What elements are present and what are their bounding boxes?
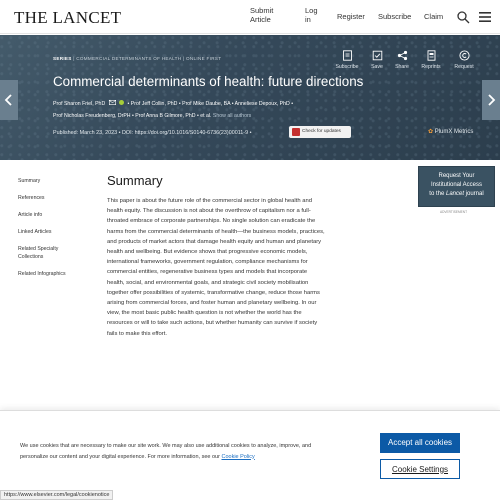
top-navigation-bar [0,0,500,34]
submit-article-line2: Article [250,15,271,24]
sidebar-item-summary[interactable]: Summary [18,178,41,184]
subscribe-icon [342,50,353,61]
author-line-2 [53,110,353,122]
series-label: SERIES [53,56,72,61]
advertisement-label: ADVERTISEMENT [440,210,468,214]
previous-article-button[interactable] [0,80,18,120]
article-sidebar-nav [18,177,98,287]
sidebar-item-related-infographics[interactable]: Related Infographics [18,271,66,277]
series-rest[interactable]: | COMMERCIAL DETERMINANTS OF HEALTH | ONLINE FIRST [73,56,222,61]
login-line2: in [305,15,311,24]
orcid-icon[interactable] [119,100,124,105]
request-action-label: Request [454,64,474,70]
summary-heading: Summary [107,173,163,188]
submit-article-link[interactable] [250,6,273,24]
cookie-settings-button[interactable]: Cookie Settings [380,459,460,479]
chevron-right-icon [486,94,496,106]
article-hero [0,35,500,160]
summary-body: This paper is about the future role of the commercial sector in global health and health equity. The discussion is not about the overthrow of capitalism nor a full-throated embrace of corporate partnerships. No single solution can eradicate the harms from the commercial determinants of health—the business models, practices, and products of market actors that damage health equity and human and planetary health and wellbeing. But evidence shows that progressive economic models, international frameworks, government regulation, compliance mechanisms for commercial entities, regenerative business types and models that incorporate health, social, and environmental goals, and strategic civil society mobilisation together offer possibilities of systemic, transformative change, reduce those harms arising from commercial forces, and foster human and planetary wellbeing. In our view, the most basic public health question is not whether the world has the resources or will to take such actions, but whether humanity can survive if society fails to make this effort. [107,198,325,337]
check-for-updates-label: Check for updates [302,129,341,134]
register-link[interactable]: Register [337,12,365,21]
cookie-message-text: We use cookies that are necessary to make our site work. We may also use additional cookies to analyze, improve, and personalize our content and your digital experience. For more information, see our [20,443,312,460]
article-title: Commercial determinants of health: future directions [53,74,364,89]
request-line-3 [419,190,494,199]
check-for-updates-button[interactable] [289,126,351,138]
next-article-button[interactable] [482,80,500,120]
cookie-policy-link[interactable]: Cookie Policy [221,453,255,460]
cookie-message [20,441,320,462]
author-line-1 [53,98,353,110]
subscribe-action[interactable] [334,50,360,70]
request-line-3-pre: to the [429,191,446,197]
show-all-authors-link[interactable]: Show all authors [212,113,252,119]
reprints-action[interactable] [418,50,444,70]
accept-all-cookies-button[interactable]: Accept all cookies [380,433,460,453]
series-breadcrumb [53,56,221,61]
chevron-left-icon [4,94,14,106]
sidebar-item-references[interactable]: References [18,195,45,201]
plumx-icon: ✿ [428,129,435,135]
subscribe-link[interactable]: Subscribe [378,12,412,21]
crossmark-icon [292,128,300,136]
author-first[interactable]: Prof Sharon Friel, PhD [53,101,106,107]
author-list [53,98,353,122]
claim-link[interactable]: Claim [424,12,444,21]
browser-status-url: https://www.elsevier.com/legal/cookienotice [0,490,113,500]
sidebar-item-article-info[interactable]: Article info [18,212,43,218]
request-line-1: Request Your [438,173,475,179]
cookie-banner [0,410,500,500]
plumx-metrics-link[interactable] [428,128,473,135]
subscribe-action-label: Subscribe [335,64,359,70]
email-icon[interactable] [109,98,116,110]
login-line1: Log [305,6,318,15]
institutional-access-banner[interactable] [418,166,495,207]
author-rest-line2[interactable]: Prof Nicholas Freudenberg, DrPH • Prof Anna B Gilmore, PhD • et al. [53,113,212,119]
save-icon [372,50,383,61]
menu-icon[interactable] [478,10,492,24]
lancet-logo[interactable]: THE LANCET [14,8,122,27]
request-line-3-post: journal [464,191,484,197]
login-link[interactable] [305,6,318,24]
copyright-request-icon [459,50,470,61]
share-action-label: Share [395,64,409,70]
share-icon [397,50,408,61]
search-icon[interactable] [456,10,470,24]
reprints-action-label: Reprints [421,64,441,70]
submit-article-line1: Submit [250,6,274,15]
plumx-label: PlumX Metrics [434,129,474,135]
author-rest-line1[interactable]: • Prof Jeff Collin, PhD • Prof Mike Daube, BA • Anneliese Depoux, PhD • [127,101,294,107]
save-action-label: Save [371,64,383,70]
share-action[interactable] [389,50,415,70]
request-line-2: Institutional Access [430,182,483,188]
sidebar-item-related-specialty-collections[interactable]: Related Specialty Collections [18,246,59,260]
request-action[interactable] [451,50,477,70]
request-line-3-journal: Lancet [445,191,464,197]
sidebar-item-linked-articles[interactable]: Linked Articles [18,229,52,235]
reprints-icon [426,50,437,61]
publication-meta: Published: March 23, 2023 • DOI: https://doi.org/10.1016/S0140-6736(23)00011-9 • [53,130,252,136]
save-action[interactable] [364,50,390,70]
